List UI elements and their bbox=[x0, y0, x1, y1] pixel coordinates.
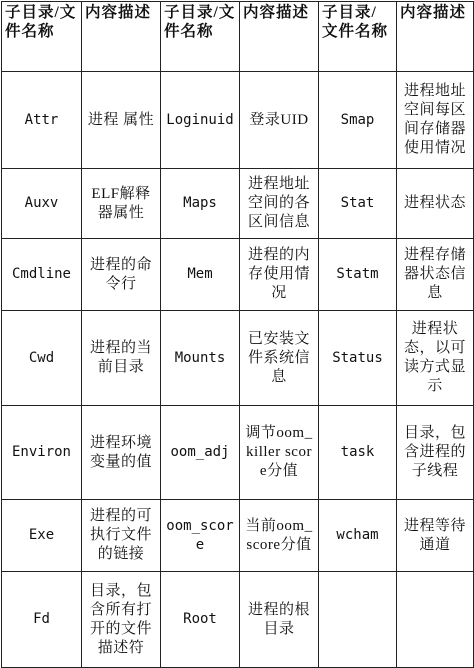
cell-name: wcham bbox=[319, 500, 397, 572]
header-row bbox=[2, 2, 474, 72]
header-name-1: 子目录/文件名称 bbox=[2, 2, 82, 72]
table-row bbox=[2, 239, 474, 311]
cell-desc: 目录，包含所有打开的文件描述符 bbox=[82, 572, 161, 668]
table-row bbox=[2, 311, 474, 406]
cell-name: Fd bbox=[2, 572, 82, 668]
cell-desc: 调节oom_killer score分值 bbox=[240, 406, 319, 500]
proc-file-table bbox=[1, 1, 474, 668]
cell-desc bbox=[397, 572, 474, 668]
cell-desc: 进程环境变量的值 bbox=[82, 406, 161, 500]
cell-name: Loginuid bbox=[161, 72, 240, 169]
cell-desc: 登录UID bbox=[240, 72, 319, 169]
cell-desc: ELF解释器属性 bbox=[82, 169, 161, 239]
cell-desc: 进程的当前目录 bbox=[82, 311, 161, 406]
cell-desc: 进程状态 bbox=[397, 169, 474, 239]
cell-name: Stat bbox=[319, 169, 397, 239]
cell-desc: 进程的根目录 bbox=[240, 572, 319, 668]
header-name-3: 子目录/文件名称 bbox=[319, 2, 397, 72]
cell-desc: 已安装文件系统信息 bbox=[240, 311, 319, 406]
cell-name: oom_adj bbox=[161, 406, 240, 500]
cell-desc: 进程地址空间每区间存储器使用情况 bbox=[397, 72, 474, 169]
cell-name: task bbox=[319, 406, 397, 500]
cell-desc: 进程状态，以可读方式显示 bbox=[397, 311, 474, 406]
cell-desc: 进程等待通道 bbox=[397, 500, 474, 572]
cell-desc: 进程地址空间的各区间信息 bbox=[240, 169, 319, 239]
header-name-2: 子目录/文件名称 bbox=[161, 2, 240, 72]
table-row bbox=[2, 72, 474, 169]
cell-name: oom_score bbox=[161, 500, 240, 572]
cell-name: Cmdline bbox=[2, 239, 82, 311]
header-desc-1: 内容描述 bbox=[82, 2, 161, 72]
header-desc-3: 内容描述 bbox=[397, 2, 474, 72]
header-desc-2: 内容描述 bbox=[240, 2, 319, 72]
cell-name: Root bbox=[161, 572, 240, 668]
cell-name: Status bbox=[319, 311, 397, 406]
cell-name: Auxv bbox=[2, 169, 82, 239]
cell-name bbox=[319, 572, 397, 668]
cell-desc: 目录，包含进程的子线程 bbox=[397, 406, 474, 500]
cell-desc: 进程的可执行文件的链接 bbox=[82, 500, 161, 572]
table-row bbox=[2, 169, 474, 239]
cell-name: Maps bbox=[161, 169, 240, 239]
cell-name: Statm bbox=[319, 239, 397, 311]
cell-desc: 进程 属性 bbox=[82, 72, 161, 169]
cell-name: Exe bbox=[2, 500, 82, 572]
table-row bbox=[2, 572, 474, 668]
cell-name: Smap bbox=[319, 72, 397, 169]
cell-name: Attr bbox=[2, 72, 82, 169]
cell-desc: 进程的内存使用情况 bbox=[240, 239, 319, 311]
table-row bbox=[2, 406, 474, 500]
cell-name: Mem bbox=[161, 239, 240, 311]
table-row bbox=[2, 500, 474, 572]
cell-desc: 当前oom_score分值 bbox=[240, 500, 319, 572]
cell-name: Mounts bbox=[161, 311, 240, 406]
cell-name: Cwd bbox=[2, 311, 82, 406]
cell-desc: 进程存储器状态信息 bbox=[397, 239, 474, 311]
cell-desc: 进程的命令行 bbox=[82, 239, 161, 311]
cell-name: Environ bbox=[2, 406, 82, 500]
